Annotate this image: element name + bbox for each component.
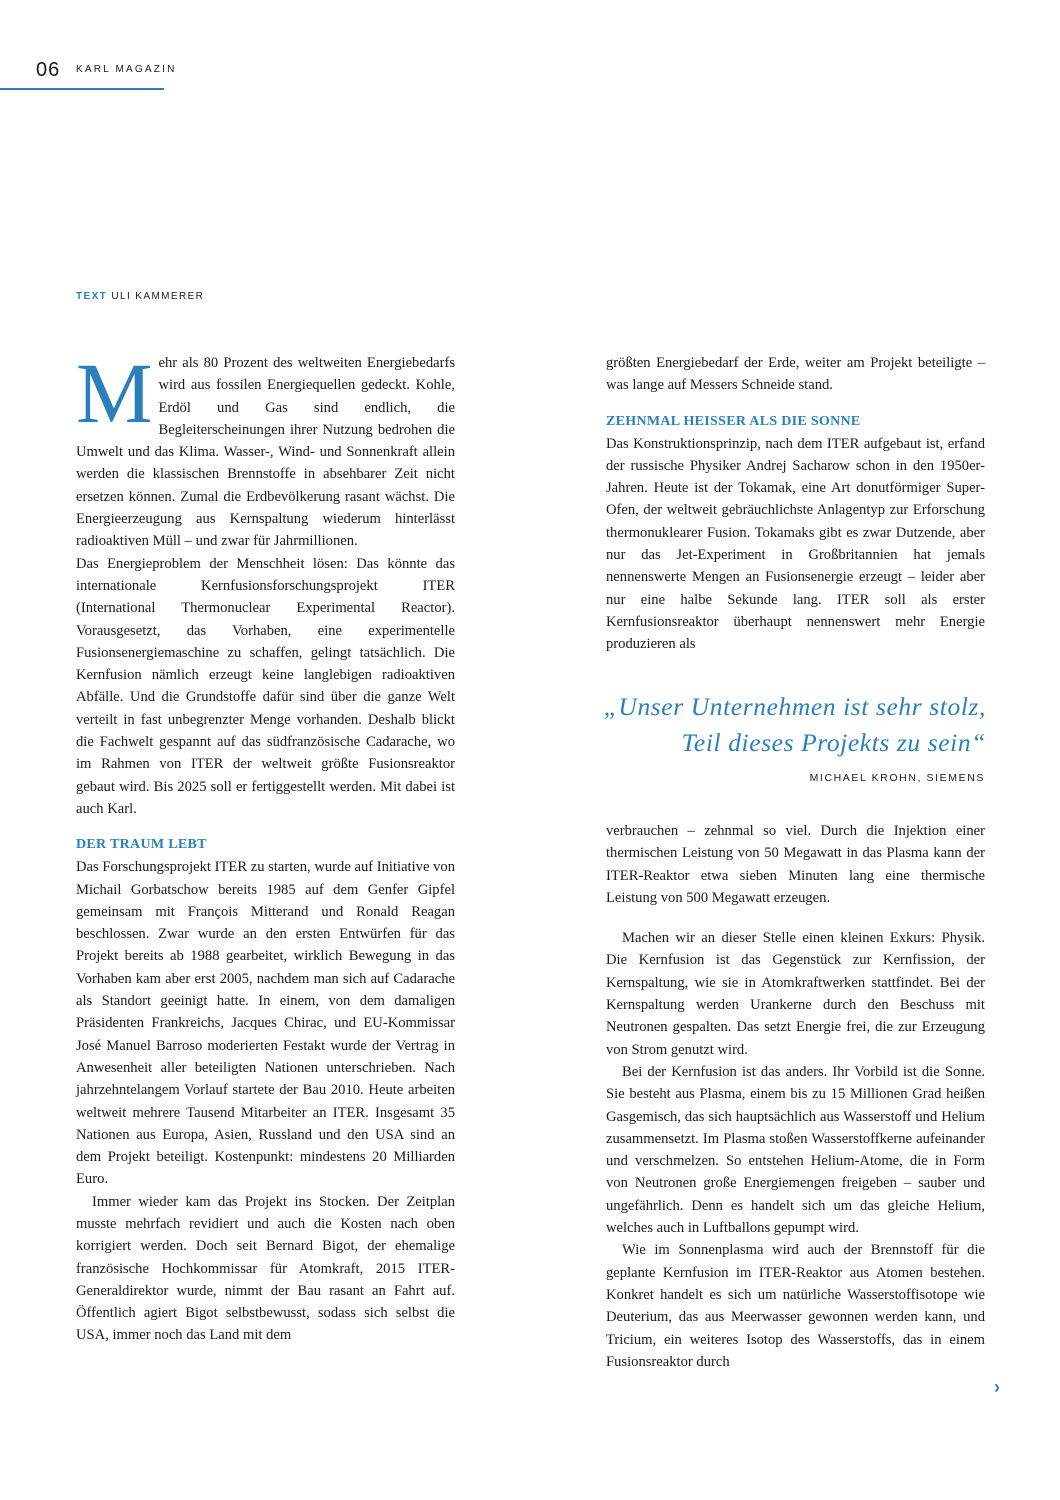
paragraph-8: Machen wir an dieser Stelle einen kleinen Exkurs: Physik. Die Kernfusion ist das Gegenstück zur Kernfission, der Kernspaltung, wie sie in Atomkraftwerken stattfindet. Bei der Kernspaltung werden Urankerne durch den Beschuss mit Neutronen gespalten. Das setzt Energie frei, die zur Erzeugung von Strom genutzt wird.: [606, 930, 985, 1058]
byline-label: TEXT: [76, 291, 108, 302]
header-rule: [0, 88, 164, 90]
byline: [76, 291, 204, 302]
paragraph-7: verbrauchen – zehnmal so viel. Durch die Injektion einer thermischen Leistung von 50 Megawatt in das Plasma kann der ITER-Reaktor etwa sieben Minuten lang eine thermische Leistung von 500 Megawatt erzeugen.: [606, 823, 985, 906]
continue-arrow-icon[interactable]: ›: [994, 1377, 1000, 1397]
paragraph-1: ehr als 80 Prozent des weltweiten Energiebedarfs wird aus fossilen Energiequellen gedeckt. Kohle, Erdöl und Gas sind endlich, die Begleiterscheinungen ihrer Nutzung bedrohen die Umwelt und das Klima. Wasser-, Wind- und Sonnenkraft allein werden die klassischen Brennstoffe in absehbarer Zeit nicht ersetzen können. Zumal die Erdbevölkerung rasant wächst. Die Energieerzeugung aus Kernspaltung wiederum hinterlässt radioaktiven Müll – und zwar für Jahrmillionen.: [76, 355, 455, 550]
pull-quote-line-1: „Unser Unternehmen ist sehr stolz,: [603, 692, 986, 721]
article-column-right-bottom: [606, 820, 985, 1373]
paragraph-10: Wie im Sonnenplasma wird auch der Brennstoff für die geplante Kernfusion im ITER-Reaktor aus Atomen bestehen. Konkret handelt es sich um natürliche Wasserstoffisotope wie Deuterium, das aus Meerwasser gewonnen werden kann, und Tricium, ein weiteres Isotop des Wasserstoffs, das in einem Fusionsreaktor durch: [606, 1242, 985, 1370]
quote-attribution: MICHAEL KROHN, SIEMENS: [809, 772, 985, 784]
paragraph-3: Das Forschungsprojekt ITER zu starten, wurde auf Initiative von Michail Gorbatschow bereits 1985 auf dem Genfer Gipfel gemeinsam mit François Mitterand und Ronald Reagan beschlossen. Zwar wurde an den ersten Entwürfen für das Projekt bereits ab 1988 gearbeitet, wirklich Bewegung in das Vorhaben kam aber erst 2005, nachdem man sich auf Cadarache als Standort geeinigt hatte. In einem, von dem damaligen Präsidenten Frankreichs, Jacques Chirac, und EU-Kommissar José Manuel Barroso moderierten Festakt wurde der Vertrag in Anwesenheit aller beteiligten Nationen unterschrieben. Nach jahrzehntelangem Vorlauf startete der Bau 2010. Heute arbeiten weltweit mehrere Tausend Mitarbeiter an ITER. Insgesamt 35 Nationen aus Europa, Asien, Russland und den USA sind an dem Projekt beteiligt. Kostenpunkt: mindestens 20 Milliarden Euro.: [76, 859, 455, 1188]
article-column-right-top: [606, 352, 985, 656]
article-column-left: [76, 345, 455, 1347]
subheading-sonne: ZEHNMAL HEISSER ALS DIE SONNE: [606, 413, 861, 429]
paragraph-4: Immer wieder kam das Projekt ins Stocken. Der Zeitplan musste mehrfach revidiert und auch die Kosten nach oben korrigiert werden. Doch seit Bernard Bigot, der ehemalige französische Hochkommissar für Atomkraft, 2015 ITER-Generaldirektor wurde, nimmt der Bau rasant an Fahrt auf. Öffentlich agiert Bigot selbstbewusst, sodass sich selbst die USA, immer noch das Land mit dem: [76, 1193, 455, 1344]
paragraph-9: Bei der Kernfusion ist das anders. Ihr Vorbild ist die Sonne. Sie besteht aus Plasma, einem bis zu 15 Millionen Grad heißen Gasgemisch, das sich hauptsächlich aus Wasserstoff und Helium zusammensetzt. Im Plasma stoßen Wasserstoffkerne aufeinander und verschmelzen. So entstehen Helium-Atome, die in Form von Neutronen große Energiemengen freigeben – sauber und ungefährlich. Denn es handelt sich um das gleiche Helium, welches auch in Luftballons gepumpt wird.: [606, 1063, 985, 1237]
paragraph-gap: [606, 909, 985, 927]
intro-paragraph: [76, 345, 455, 553]
paragraph-6: Das Konstruktionsprinzip, nach dem ITER aufgebaut ist, erfand der russische Physiker Andrej Sacharow schon in den 1950er-Jahren. Heute ist der Tokamak, eine Art donutförmiger Super-Ofen, der weltweit gebräuchlichste Anlagentyp zur Erforschung thermonuklearer Fusion. Tokamaks gibt es zwar Dutzende, aber nur das Jet-Experiment in Großbritannien hat jemals nennenswerte Mengen an Fusionsenergie erzeugt – leider aber nur eine halbe Sekunde lang. ITER soll als erster Kernfusionsreaktor überhaupt nennenswert mehr Energie produzieren als: [606, 435, 985, 653]
paragraph-5: größten Energiebedarf der Erde, weiter am Projekt beteiligte – was lange auf Messers Schneide stand.: [606, 355, 985, 394]
subheading-traum: DER TRAUM LEBT: [76, 837, 207, 853]
paragraph-2: Das Energieproblem der Menschheit lösen: Das könnte das internationale Kernfusionsforschungsprojekt ITER (International Thermonuclear Experimental Reactor). Vorausgesetzt, das Vorhaben, eine experimentelle Fusionsenergiemaschine zu schaffen, gelingt tatsächlich. Die Kernfusion nämlich erzeugt keine langlebigen radioaktiven Abfälle. Und die Grundstoffe dafür sind über die ganze Welt verteilt in fast unbegrenzter Menge vorhanden. Deshalb blickt die Fachwelt gespannt auf das südfranzösische Cadarache, wo im Rahmen von ITER der weltweit größte Fusionsreaktor gebaut wird. Bis 2025 soll er fertiggestellt werden. Mit dabei ist auch Karl.: [76, 555, 455, 817]
magazine-name: KARL MAGAZIN: [76, 64, 177, 75]
byline-author: ULI KAMMERER: [111, 291, 205, 302]
pull-quote: [560, 689, 986, 761]
drop-cap: M: [76, 345, 153, 441]
pull-quote-line-2: Teil dieses Projekts zu sein“: [681, 728, 986, 757]
page-number: 06: [36, 59, 61, 81]
